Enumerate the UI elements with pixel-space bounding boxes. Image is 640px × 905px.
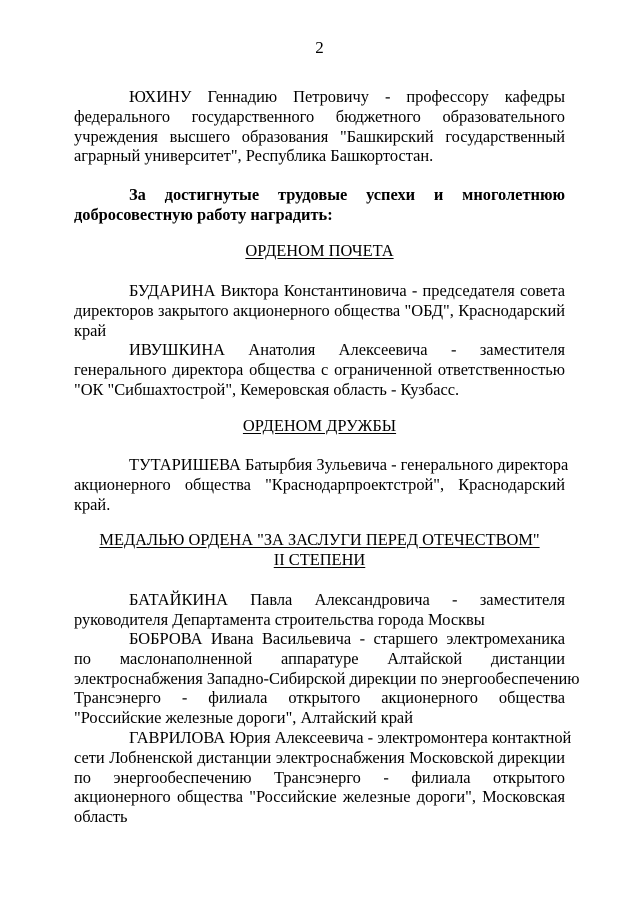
- award-decree: [74, 185, 565, 225]
- text-line: ТУТАРИШЕВА Батырбия Зульевича - генерального директора: [129, 455, 569, 474]
- text-line: акционерного общества "Российские железные дороги", Московская: [74, 787, 565, 807]
- award-paragraph-ivushkin: [74, 340, 565, 399]
- heading-order-of-friendship: ОРДЕНОМ ДРУЖБЫ: [242, 416, 397, 435]
- text-line: БУДАРИНА Виктора Константиновича - председателя совета: [129, 281, 565, 300]
- text-line: по энергообеспечению Трансэнерго - филиала открытого: [74, 767, 565, 787]
- text-line: БАТАЙКИНА Павла Александровича - заместителя: [129, 590, 565, 609]
- text-line: сети Лобненской дистанции электроснабжения Московской дирекции: [74, 747, 565, 767]
- page-number: 2: [315, 38, 324, 57]
- award-paragraph-budarin: [74, 281, 565, 340]
- text-line: электроснабжения Западно-Сибирской дирекции по энергообеспечению: [74, 668, 580, 688]
- text-line: БОБРОВА Ивана Васильевича - старшего электромеханика: [129, 629, 565, 648]
- text-line: ГАВРИЛОВА Юрия Алексеевича - электромонтера контактной: [129, 728, 572, 747]
- award-paragraph-tutarishev: [74, 455, 569, 514]
- text-line: "ОК "Сибшахтострой", Кемеровская область - Кузбасс.: [74, 379, 460, 399]
- text-line: ЮХИНУ Геннадию Петровичу - профессору кафедры: [129, 87, 565, 106]
- heading-order-of-honor: ОРДЕНОМ ПОЧЕТА: [245, 241, 394, 260]
- heading-medal-line1: МЕДАЛЬЮ ОРДЕНА "ЗА ЗАСЛУГИ ПЕРЕД ОТЕЧЕСТВОМ": [99, 530, 540, 549]
- text-line: акционерного общества "Краснодарпроектстрой", Краснодарский: [74, 474, 565, 494]
- award-paragraph-yukhin: [74, 87, 565, 166]
- text-line: Трансэнерго - филиала открытого акционерного общества: [74, 688, 565, 708]
- award-paragraph-gavrilov: [74, 728, 572, 827]
- text-line: по маслонаполненной аппаратуре Алтайской дистанции: [74, 648, 565, 668]
- text-line: край: [74, 320, 107, 340]
- text-line: добросовестную работу наградить:: [74, 204, 333, 224]
- text-line: край.: [74, 494, 111, 514]
- text-line: ИВУШКИНА Анатолия Алексеевича - заместителя: [129, 340, 565, 359]
- award-paragraph-bobrov: [74, 629, 580, 728]
- text-line: директоров закрытого акционерного общества "ОБД", Краснодарский: [74, 300, 565, 320]
- text-line: "Российские железные дороги", Алтайский край: [74, 708, 413, 728]
- text-line: аграрный университет", Республика Башкортостан.: [74, 146, 434, 166]
- text-line: За достигнутые трудовые успехи и многолетнюю: [129, 185, 565, 204]
- text-line: руководителя Департамента строительства города Москвы: [74, 609, 485, 629]
- text-line: учреждения высшего образования "Башкирский государственный: [74, 126, 565, 146]
- text-line: генерального директора общества с ограниченной ответственностью: [74, 359, 565, 379]
- text-line: область: [74, 807, 128, 827]
- heading-medal-line2: II СТЕПЕНИ: [273, 550, 366, 569]
- award-paragraph-bataykin: [74, 590, 565, 630]
- text-line: федерального государственного бюджетного образовательного: [74, 106, 565, 126]
